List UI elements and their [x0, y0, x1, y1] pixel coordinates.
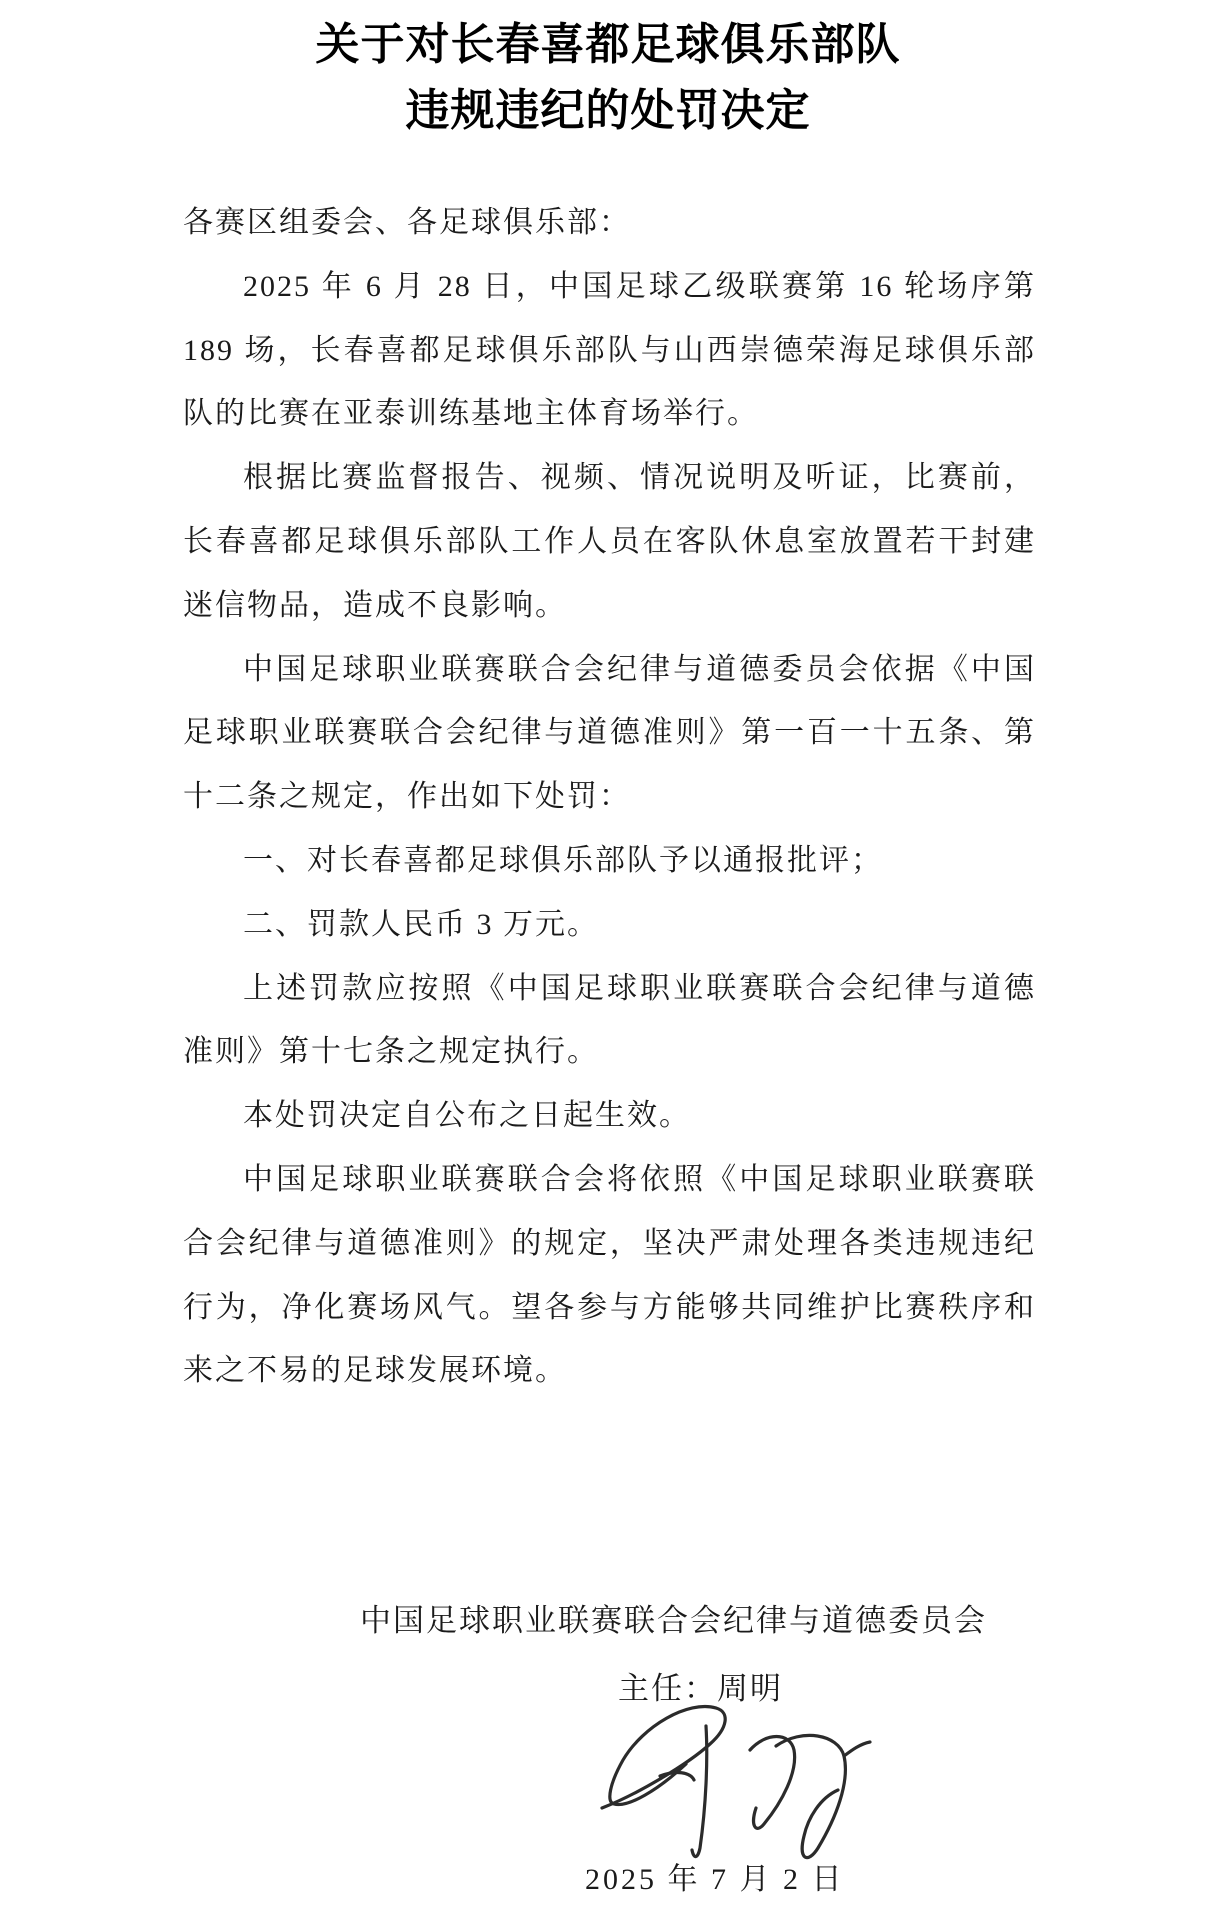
paragraph: 2025 年 6 月 28 日，中国足球乙级联赛第 16 轮场序第 189 场，长春喜都足球俱乐部队与山西崇德荣海足球俱乐部队的比赛在亚泰训练基地主体育场举行。 — [183, 269, 1036, 431]
paragraph: 根据比赛监督报告、视频、情况说明及听证，比赛前，长春喜都足球俱乐部队工作人员在客队休息室放置若干封建迷信物品，造成不良影响。 — [183, 461, 1036, 622]
paragraph: 本处罚决定自公布之日起生效。 — [243, 1099, 691, 1133]
signoff-signer: 主任：周明 — [618, 1671, 783, 1706]
paragraph: 中国足球职业联赛联合会纪律与道德委员会依据《中国足球职业联赛联合会纪律与道德准则》第一百一十五条、第十二条之规定，作出如下处罚： — [183, 652, 1036, 814]
paragraph: 中国足球职业联赛联合会将依照《中国足球职业联赛联合会纪律与道德准则》的规定，坚决严肃处理各类违规违纪行为，净化赛场风气。望各参与方能够共同维护比赛秩序和来之不易的足球发展环境。 — [183, 1162, 1036, 1388]
document-title-line-1: 关于对长春喜都足球俱乐部队 — [315, 20, 901, 69]
document-title — [0, 12, 1216, 144]
body-paragraphs — [183, 255, 1036, 1403]
paragraph: 上述罚款应按照《中国足球职业联赛联合会纪律与道德准则》第十七条之规定执行。 — [183, 971, 1036, 1069]
signoff-organization: 中国足球职业联赛联合会纪律与道德委员会 — [360, 1603, 987, 1638]
signature-icon — [598, 1698, 883, 1866]
salutation-line: 各赛区组委会、各足球俱乐部： — [183, 206, 631, 239]
handwritten-signature — [598, 1698, 883, 1866]
paragraph: 二、罚款人民币 3 万元。 — [243, 907, 599, 941]
document-title-line-2: 违规违纪的处罚决定 — [405, 86, 811, 135]
document-body — [183, 191, 1036, 1403]
paragraph: 一、对长春喜都足球俱乐部队予以通报批评； — [243, 843, 883, 877]
signoff-date: 2025 年 7 月 2 日 — [585, 1863, 845, 1896]
